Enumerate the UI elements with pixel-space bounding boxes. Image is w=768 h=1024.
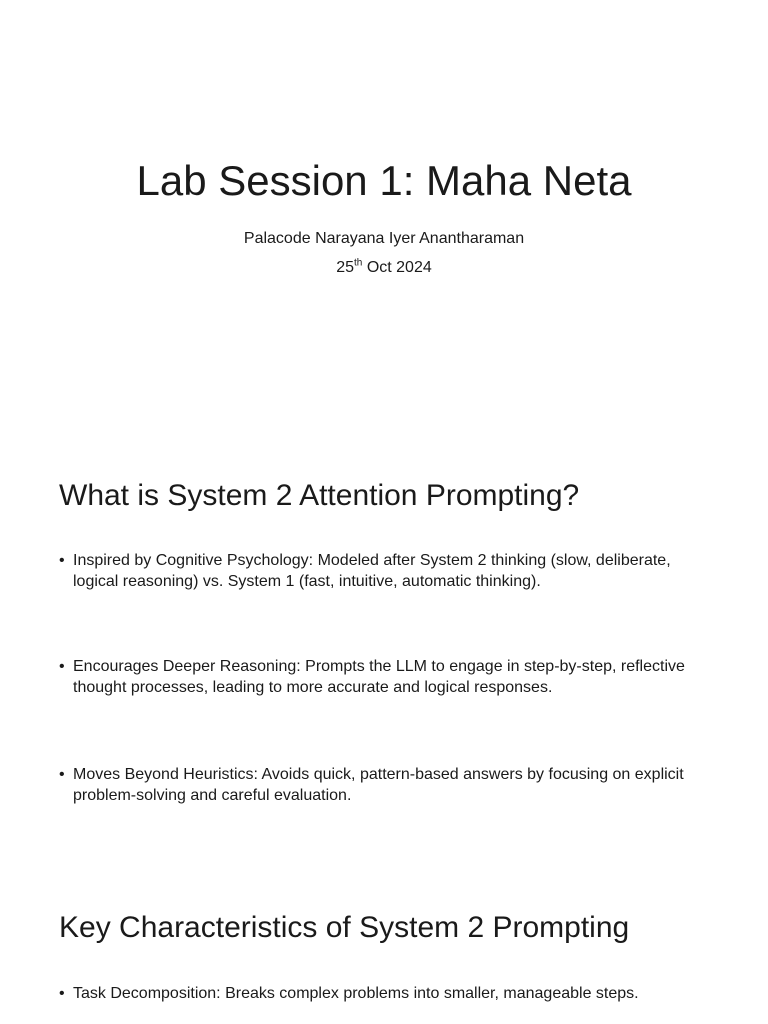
section-heading-system2-attention: What is System 2 Attention Prompting? (59, 479, 580, 512)
bullet-text: Encourages Deeper Reasoning: Prompts the LLM to engage in step-by-step, reflective thought processes, leading to more accurate and logical responses. (73, 658, 685, 696)
bullet-item (59, 764, 719, 806)
date-day: 25 (336, 259, 355, 276)
bullet-marker: • (59, 766, 65, 783)
date-month-year: Oct 2024 (362, 259, 432, 276)
section-heading-key-characteristics: Key Characteristics of System 2 Prompting (59, 911, 630, 944)
bullet-text: Task Decomposition: Breaks complex problems into smaller, manageable steps. (73, 985, 639, 1002)
bullet-item (59, 550, 719, 592)
bullet-marker: • (59, 658, 65, 675)
bullet-text: Moves Beyond Heuristics: Avoids quick, pattern-based answers by focusing on explicit problem-solving and careful evaluation. (73, 766, 684, 804)
slide-title: Lab Session 1: Maha Neta (136, 157, 632, 204)
bullet-marker: • (59, 985, 65, 1002)
bullet-item (59, 656, 719, 698)
bullet-marker: • (59, 552, 65, 569)
presentation-date (0, 258, 768, 278)
author-name: Palacode Narayana Iyer Anantharaman (243, 230, 525, 247)
date-ordinal-suffix: th (354, 257, 363, 269)
bullet-text: Inspired by Cognitive Psychology: Modeled after System 2 thinking (slow, deliberate, logical reasoning) vs. System 1 (fast, intuitive, automatic thinking). (73, 552, 671, 590)
bullet-item (59, 983, 719, 1004)
